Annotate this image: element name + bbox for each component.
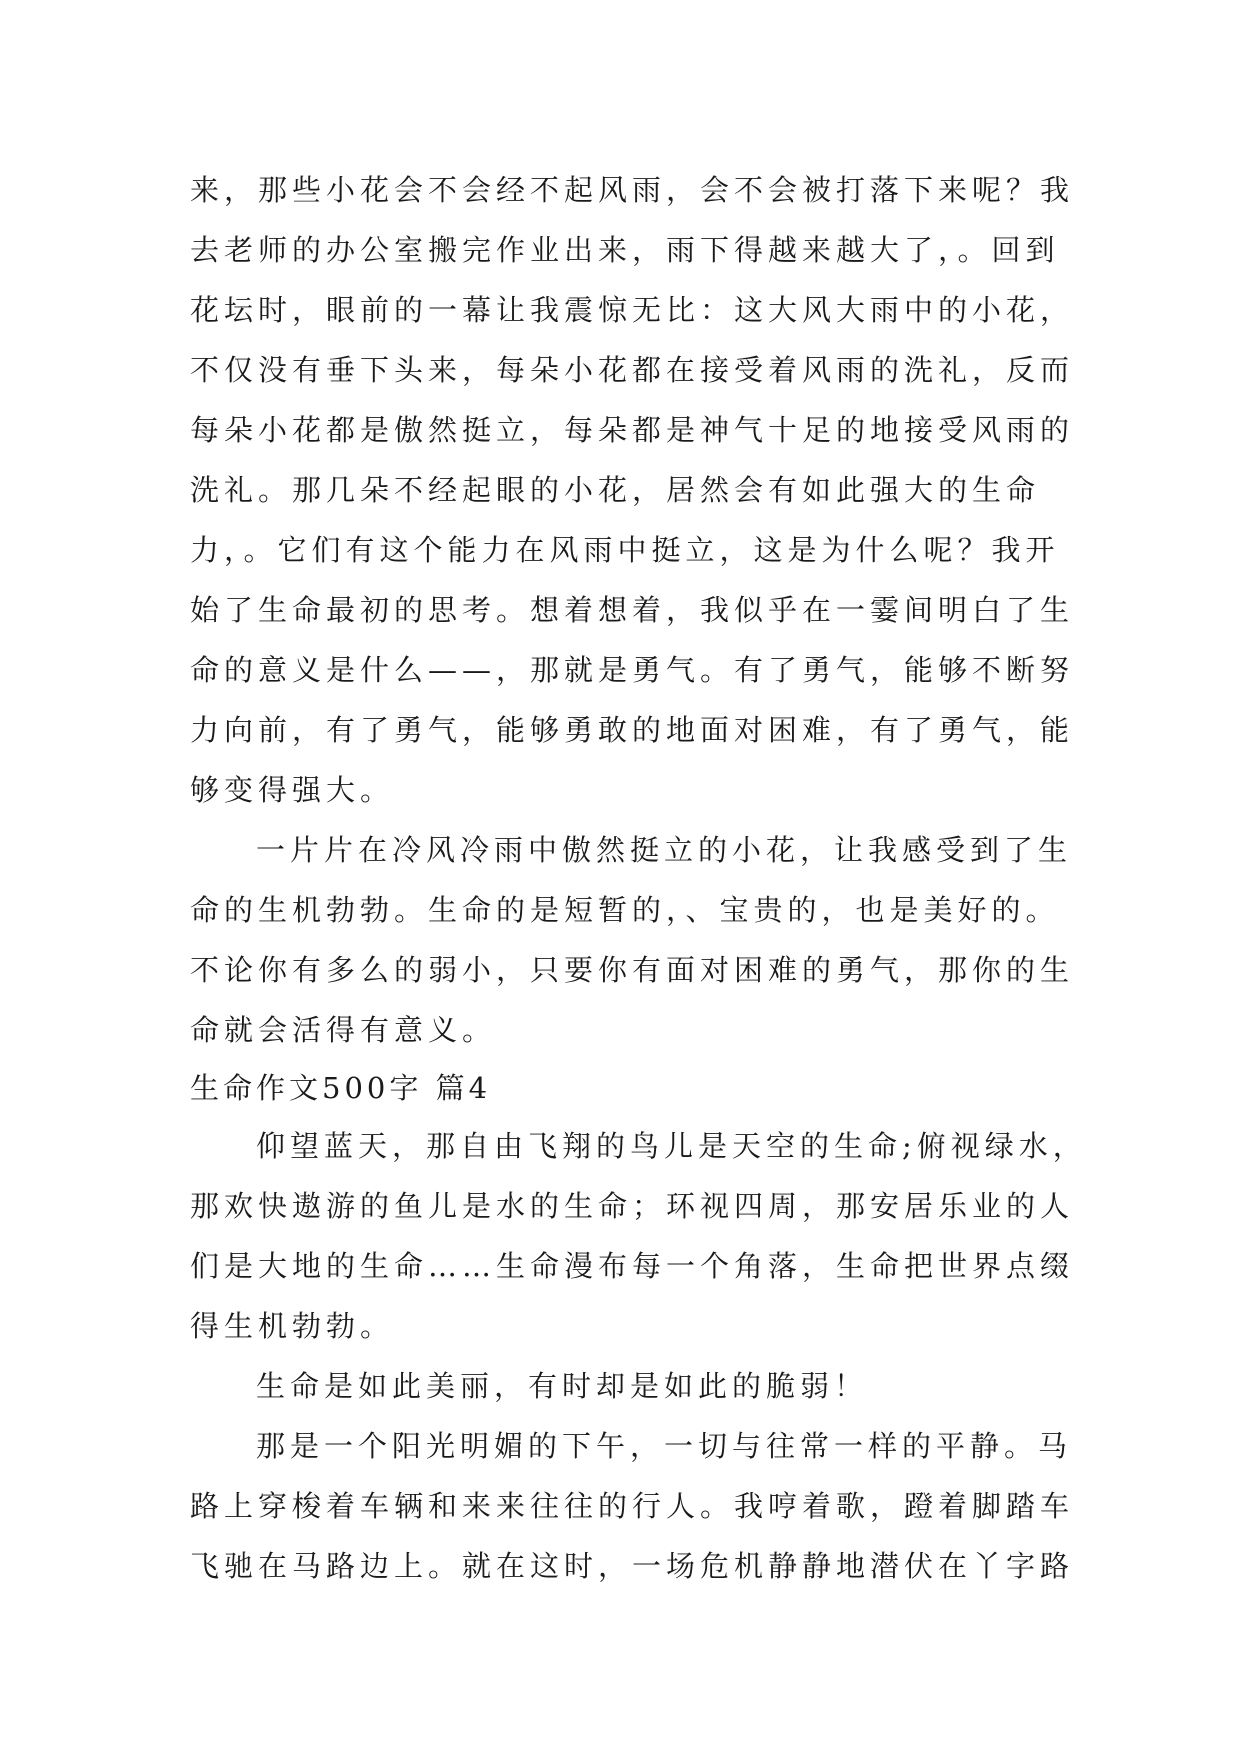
- text-line: 那是一个阳光明媚的下午，一切与往常一样的平静。马: [256, 1429, 1073, 1463]
- paragraph: [190, 1356, 1070, 1416]
- text-line: 命的生机勃勃。生命的是短暂的，、宝贵的，也是美好的。: [190, 893, 1060, 927]
- text-line: 洗礼。那几朵不经起眼的小花，居然会有如此强大的生命: [190, 473, 1041, 507]
- paragraph: [190, 820, 1075, 1060]
- text-line: 生命是如此美丽，有时却是如此的脆弱！: [256, 1369, 869, 1403]
- paragraph: [190, 160, 1075, 820]
- text-line: 一片片在冷风冷雨中傲然挺立的小花，让我感受到了生: [256, 833, 1073, 867]
- text-line: 们是大地的生命……生命漫布每一个角落，生命把世界点缀: [190, 1249, 1075, 1283]
- text-line: 来，那些小花会不会经不起风雨，会不会被打落下来呢？我: [190, 173, 1075, 207]
- text-line: 得生机勃勃。: [190, 1309, 395, 1343]
- text-line: 不仅没有垂下头来，每朵小花都在接受着风雨的洗礼，反而: [190, 353, 1075, 387]
- text-line: 始了生命最初的思考。想着想着，我似乎在一霎间明白了生: [190, 593, 1075, 627]
- text-line: 够变得强大。: [190, 773, 395, 807]
- text-line: 花坛时，眼前的一幕让我震惊无比：这大风大雨中的小花，: [190, 293, 1075, 327]
- text-line: 飞驰在马路边上。就在这时，一场危机静静地潜伏在丫字路: [190, 1549, 1075, 1583]
- text-line: 路上穿梭着车辆和来来往往的行人。我哼着歌，蹬着脚踏车: [190, 1489, 1075, 1523]
- text-line: 力向前，有了勇气，能够勇敢的地面对困难，有了勇气，能: [190, 713, 1075, 747]
- text-line: 力，。它们有这个能力在风雨中挺立，这是为什么呢？我开: [190, 533, 1060, 567]
- text-line: 每朵小花都是傲然挺立，每朵都是神气十足的地接受风雨的: [190, 413, 1075, 447]
- paragraph: [190, 1416, 1075, 1596]
- text-line: 不论你有多么的弱小，只要你有面对困难的勇气，那你的生: [190, 953, 1075, 987]
- document-body: [190, 160, 1087, 1596]
- section-heading: 生命作文500字 篇4: [190, 1071, 492, 1105]
- text-line: 仰望蓝天，那自由飞翔的鸟儿是天空的生命;俯视绿水，: [256, 1129, 1087, 1163]
- text-line: 去老师的办公室搬完作业出来，雨下得越来越大了，。回到: [190, 233, 1060, 267]
- text-line: 命就会活得有意义。: [190, 1013, 497, 1047]
- text-line: 那欢快遨游的鱼儿是水的生命；环视四周，那安居乐业的人: [190, 1189, 1075, 1223]
- paragraph: [190, 1116, 1087, 1356]
- text-line: 命的意义是什么——，那就是勇气。有了勇气，能够不断努: [190, 653, 1075, 687]
